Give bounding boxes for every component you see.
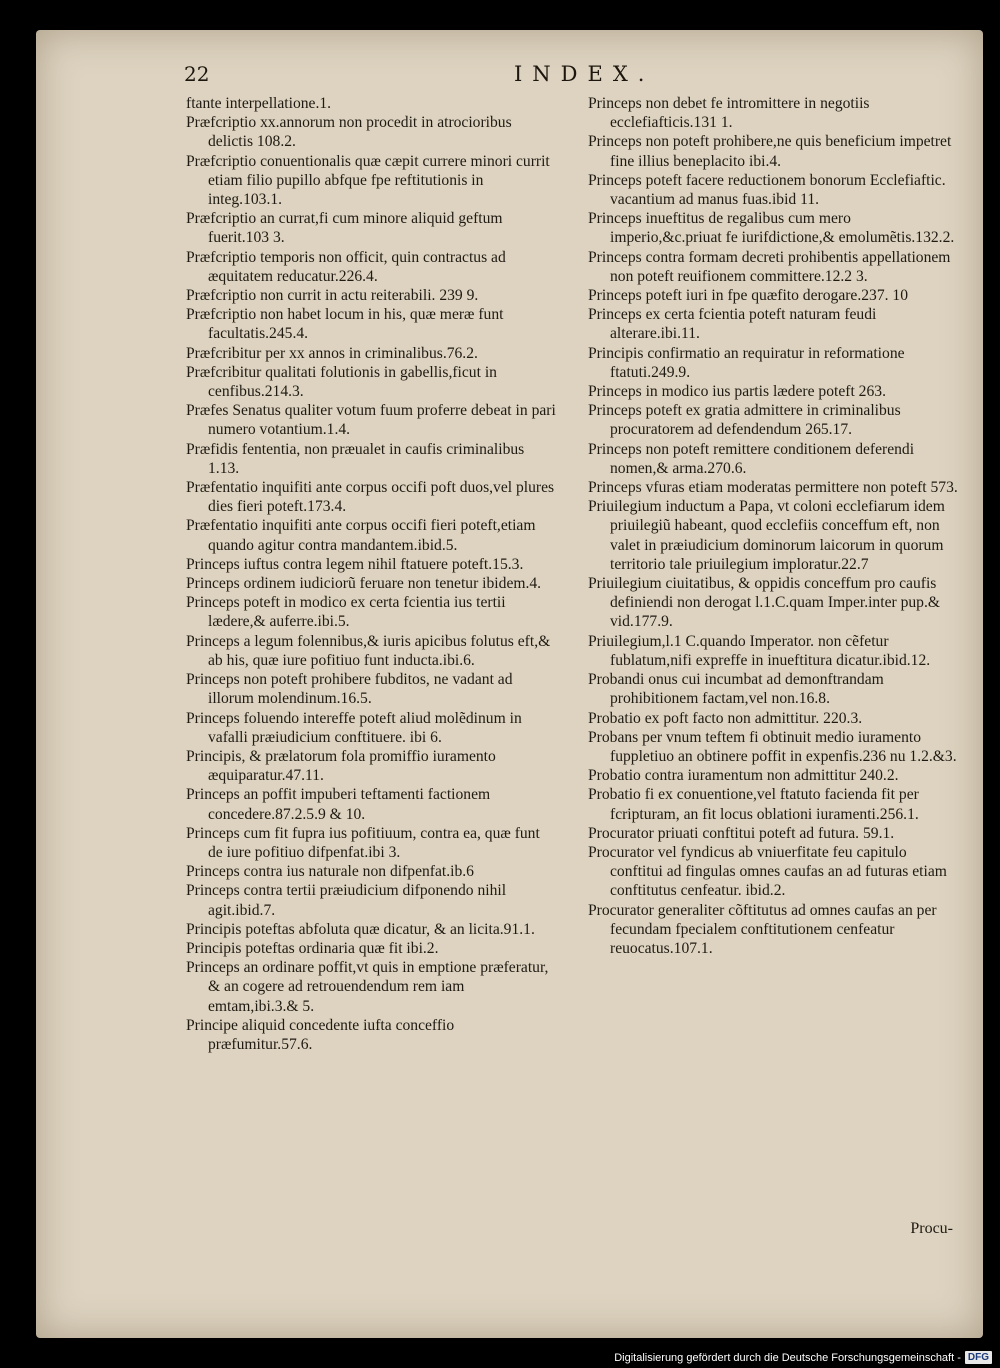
index-entry: Princeps contra tertii præiudicium difponendo nihil agit.ibid.7. (186, 882, 507, 919)
index-entry: Princeps foluendo intereffe poteft aliud molẽdinum in vafalli præiudicium conftituere. ibi 6. (186, 709, 522, 746)
index-entry: Princeps poteft ex gratia admittere in criminalibus procuratorem ad defendendum 265.17. (588, 402, 901, 439)
index-entry: Princeps ex certa fcientia poteft naturam feudi alterare.ibi.11. (588, 306, 877, 343)
index-entry: Præfcribitur per xx annos in criminalibus.76.2. (186, 344, 478, 362)
index-entry: Præfcriptio non habet locum in his, quæ meræ funt facultatis.245.4. (186, 306, 504, 343)
index-entry: Procurator generaliter cõftitutus ad omnes caufas an per fecundam fpecialem conftitutionem cenfeatur reuocatus.107.1. (588, 901, 937, 957)
index-entry: Princeps iuftus contra legem nihil ftatuere poteft.15.3. (186, 555, 524, 573)
index-entry: Præfes Senatus qualiter votum fuum proferre debeat in pari numero votantium.1.4. (186, 402, 556, 439)
book-page (36, 30, 983, 1338)
page-number: 22 (184, 62, 210, 86)
index-entry: Præfcriptio non currit in actu reiterabili. 239 9. (186, 287, 479, 305)
index-entry: Probandi onus cui incumbat ad demonftrandam prohibitionem factam,vel non.16.8. (588, 671, 884, 708)
index-entry: Princeps a legum folennibus,& iuris apicibus folutus eft,& ab his, quæ iure pofitiuo funt inducta.ibi.6. (186, 632, 551, 669)
index-entry: Probatio ex poft facto non admittitur. 220.3. (588, 709, 863, 727)
index-entry: Princeps poteft facere reductionem bonorum Ecclefiaftic. vacantium ad manus fuas.ibid 11. (588, 171, 946, 209)
index-entry: Præfcriptio temporis non officit, quin contractus ad æquitatem reducatur.226.4. (186, 248, 506, 285)
index-entry: Princeps an poffit impuberi teftamenti factionem concedere.87.2.5.9 & 10. (186, 786, 491, 823)
index-entry: Princeps poteft in modico ex certa fcientia ius tertii lædere,& auferre.ibi.5. (186, 594, 506, 631)
index-entry: Præfentatio inquifiti ante corpus occifi fieri poteft,etiam quando agitur contra mandantem.ibid.5. (186, 517, 536, 554)
index-entry: ftante interpellatione.1. (186, 95, 332, 112)
index-entry: Princeps an ordinare poffit,vt quis in emptione præferatur, & an cogere ad retrouendendum rem iam emtam,ibi.3.& 5. (186, 959, 549, 1015)
index-entry: Princeps contra formam decreti prohibentis appellationem non poteft reuifionem committere.12.2 3. (588, 248, 951, 285)
digitization-footer (614, 1351, 992, 1364)
footer-text: Digitalisierung gefördert durch die Deutsche Forschungsgemeinschaft - (614, 1351, 961, 1364)
index-entry: Præfcriptio an currat,fi cum minore aliquid geftum fuerit.103 3. (186, 210, 503, 247)
index-entry: Princeps cum fit fupra ius pofitiuum, contra ea, quæ funt de iure pofitiuo difpenfat.ibi 3. (186, 824, 540, 861)
index-entry: Priuilegium inductum a Papa, vt coloni ecclefiarum idem priuilegiũ habeant, quod ecclefiis conceffum eft, non valet in præiudicium dominorum laicorum in quorum territorio tale priuilegium imploratur.22.7 (588, 498, 945, 573)
dfg-logo: DFG (965, 1351, 992, 1364)
index-entry: Princeps in modico ius partis lædere poteft 263. (588, 383, 886, 401)
left-index-column (186, 94, 556, 1054)
running-head: INDEX. (514, 62, 655, 86)
index-entry: Princeps contra ius naturale non difpenfat.ib.6 (186, 863, 474, 881)
index-entry: Præfidis fententia, non præualet in caufis criminalibus 1.13. (186, 440, 525, 477)
index-entry: Præfcriptio xx.annorum non procedit in atrocioribus delictis 108.2. (186, 114, 512, 151)
index-entry: Principis, & prælatorum fola promiffio iuramento æquiparatur.47.11. (186, 747, 496, 785)
index-entry: Principis poteftas ordinaria quæ fit ibi.2. (186, 939, 439, 957)
right-index-column (588, 94, 958, 958)
index-entry: Princeps non poteft remittere conditionem deferendi nomen,& arma.270.6. (588, 440, 915, 477)
index-entry: Princeps non poteft prohibere,ne quis beneficium impetret fine illius beneplacito ibi.4. (588, 133, 952, 170)
index-entry: Præfentatio inquifiti ante corpus occifi poft duos,vel plures dies fieri poteft.173.4. (186, 479, 555, 516)
index-entry: Princeps inueftitus de regalibus cum mero imperio,&c.priuat fe iurifdictione,& emolumẽtis.132.2. (588, 210, 955, 247)
catchword: Procu- (910, 1220, 953, 1237)
index-entry: Procurator vel fyndicus ab vniuerfitate feu capitulo conftitui ad fingulas omnes caufas an ad futuras etiam conftitutus cenfeatur. ibid.2. (588, 843, 947, 900)
index-entry: Princeps poteft iuri in fpe quæfito derogare.237. 10 (588, 287, 909, 305)
index-entry: Priuilegium,l.1 C.quando Imperator. non cẽfetur fublatum,nifi expreffe in inueftitura dicatur.ibid.12. (588, 632, 931, 669)
index-entry: Procurator priuati conftitui poteft ad futura. 59.1. (588, 824, 895, 842)
index-entry: Princeps ordinem iudiciorũ feruare non tenetur ibidem.4. (186, 575, 542, 593)
index-entry: Principe aliquid concedente iufta conceffio præfumitur.57.6. (186, 1016, 455, 1053)
index-entry: Princeps non debet fe intromittere in negotiis ecclefiafticis.131 1. (588, 95, 870, 132)
index-entry: Probatio contra iuramentum non admittitur 240.2. (588, 767, 899, 785)
index-entry: Probans per vnum teftem fi obtinuit medio iuramento fuppletiuo an obtinere poffit in expenfis.236 nu 1.2.&3. (588, 728, 957, 765)
index-entry: Præfcriptio conuentionalis quæ cæpit currere minori currit etiam filio pupillo abfque fpe reftitutionis in integ.103.1. (186, 152, 550, 209)
page-header (36, 62, 983, 92)
index-entry: Priuilegium ciuitatibus, & oppidis conceffum pro caufis definiendi non derogat l.1.C.quam Imper.inter pup.& vid.177.9. (588, 575, 940, 631)
index-entry: Princeps vfuras etiam moderatas permittere non poteft 573. (588, 479, 958, 497)
index-entry: Principis confirmatio an requiratur in reformatione ftatuti.249.9. (588, 344, 905, 381)
index-entry: Probatio fi ex conuentione,vel ftatuto facienda fit per fcripturam, an fit locus oblationi iuramenti.256.1. (588, 786, 919, 823)
index-entry: Præfcribitur qualitati folutionis in gabellis,ficut in cenfibus.214.3. (186, 363, 497, 401)
index-entry: Principis poteftas abfoluta quæ dicatur, & an licita.91.1. (186, 920, 535, 938)
index-entry: Princeps non poteft prohibere fubditos, ne vadant ad illorum molendinum.16.5. (186, 671, 513, 708)
